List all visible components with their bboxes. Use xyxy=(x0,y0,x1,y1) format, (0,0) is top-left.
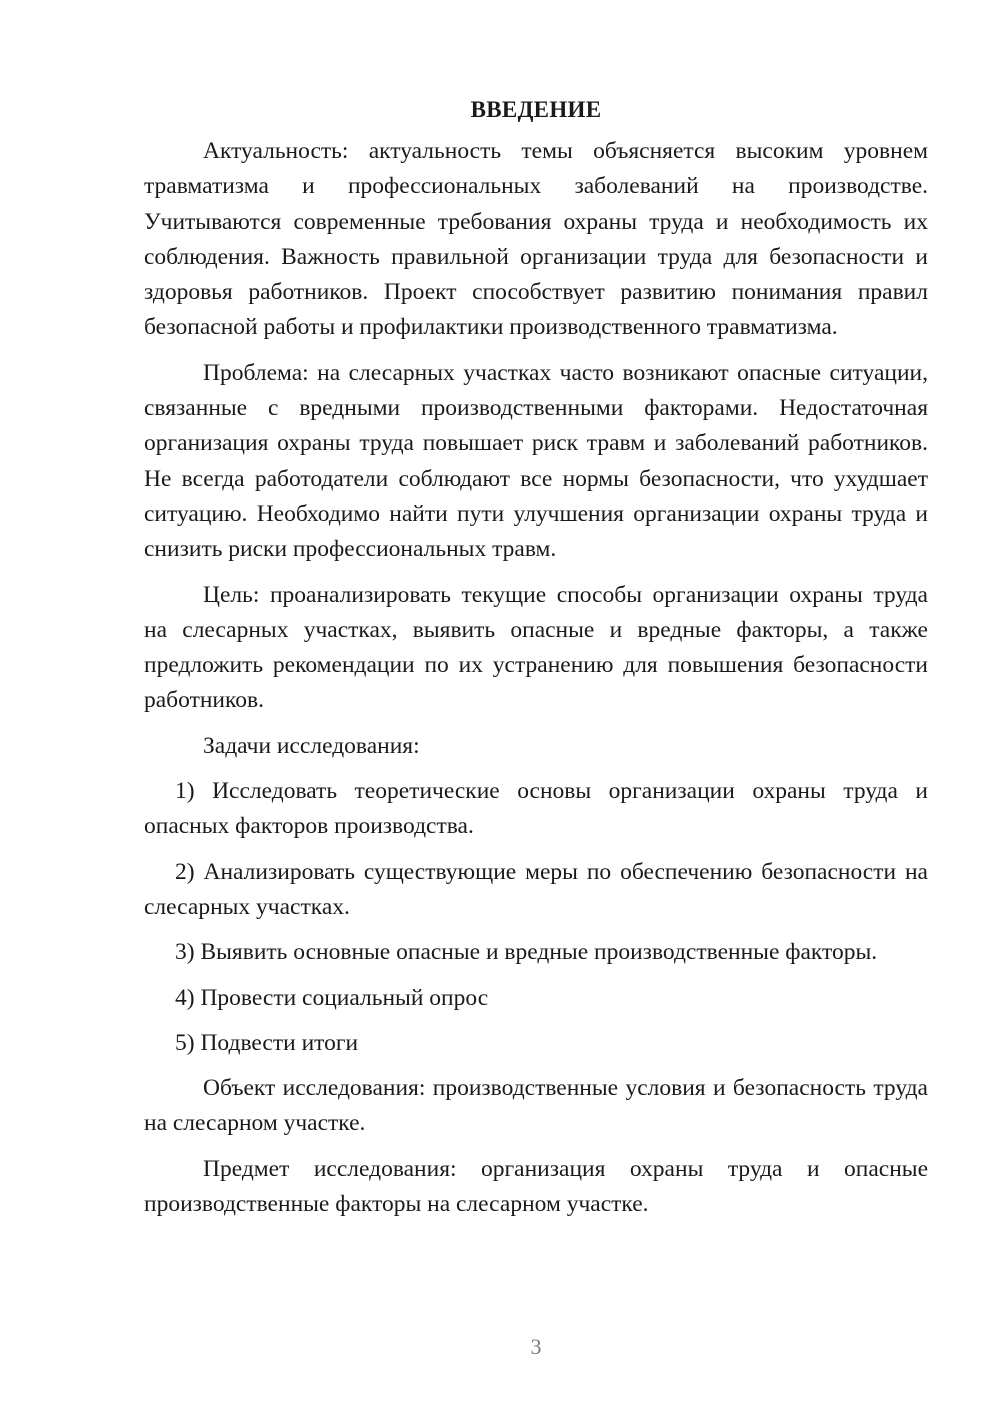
problem-paragraph: Проблема: на слесарных участках часто возникают опасные ситуации, связанные с вредными производственными факторами. Недостаточная организация охраны труда повышает риск травм и заболеваний работников. Не всегда работодатели соблюдают все нормы безопасности, что ухудшает ситуацию. Необходимо найти пути улучшения организации охраны труда и снизить риски профессиональных травм. xyxy=(144,359,928,563)
tasks-heading: Задачи исследования: xyxy=(203,732,420,759)
subject-paragraph: Предмет исследования: организация охраны труда и опасные производственные факторы на слесарном участке. xyxy=(144,1155,928,1218)
task-item-3: 3) Выявить основные опасные и вредные производственные факторы. xyxy=(175,939,878,966)
task-item-4: 4) Провести социальный опрос xyxy=(175,984,489,1011)
document-page xyxy=(144,96,928,1232)
page-number: 3 xyxy=(530,1334,542,1359)
goal-paragraph: Цель: проанализировать текущие способы организации охраны труда на слесарных участках, выявить опасные и вредные факторы, а также предложить рекомендации по их устранению для повышения безопасности работников. xyxy=(144,581,928,714)
task-item-5: 5) Подвести итоги xyxy=(175,1029,359,1056)
relevance-paragraph: Актуальность: актуальность темы объясняется высоким уровнем травматизма и профессиональных заболеваний на производстве. Учитываются современные требования охраны труда и необходимость их соблюдения. Важность правильной организации труда для безопасности и здоровья работников. Проект способствует развитию понимания правил безопасной работы и профилактики производственного травматизма. xyxy=(144,138,928,341)
object-paragraph: Объект исследования: производственные условия и безопасность труда на слесарном участке. xyxy=(144,1075,928,1137)
task-item-2: 2) Анализировать существующие меры по обеспечению безопасности на слесарных участках. xyxy=(144,858,928,920)
document-title: ВВЕДЕНИЕ xyxy=(470,97,602,122)
tasks-list xyxy=(144,774,928,1061)
task-item-1: 1) Исследовать теоретические основы организации охраны труда и опасных факторов производства. xyxy=(144,778,928,840)
